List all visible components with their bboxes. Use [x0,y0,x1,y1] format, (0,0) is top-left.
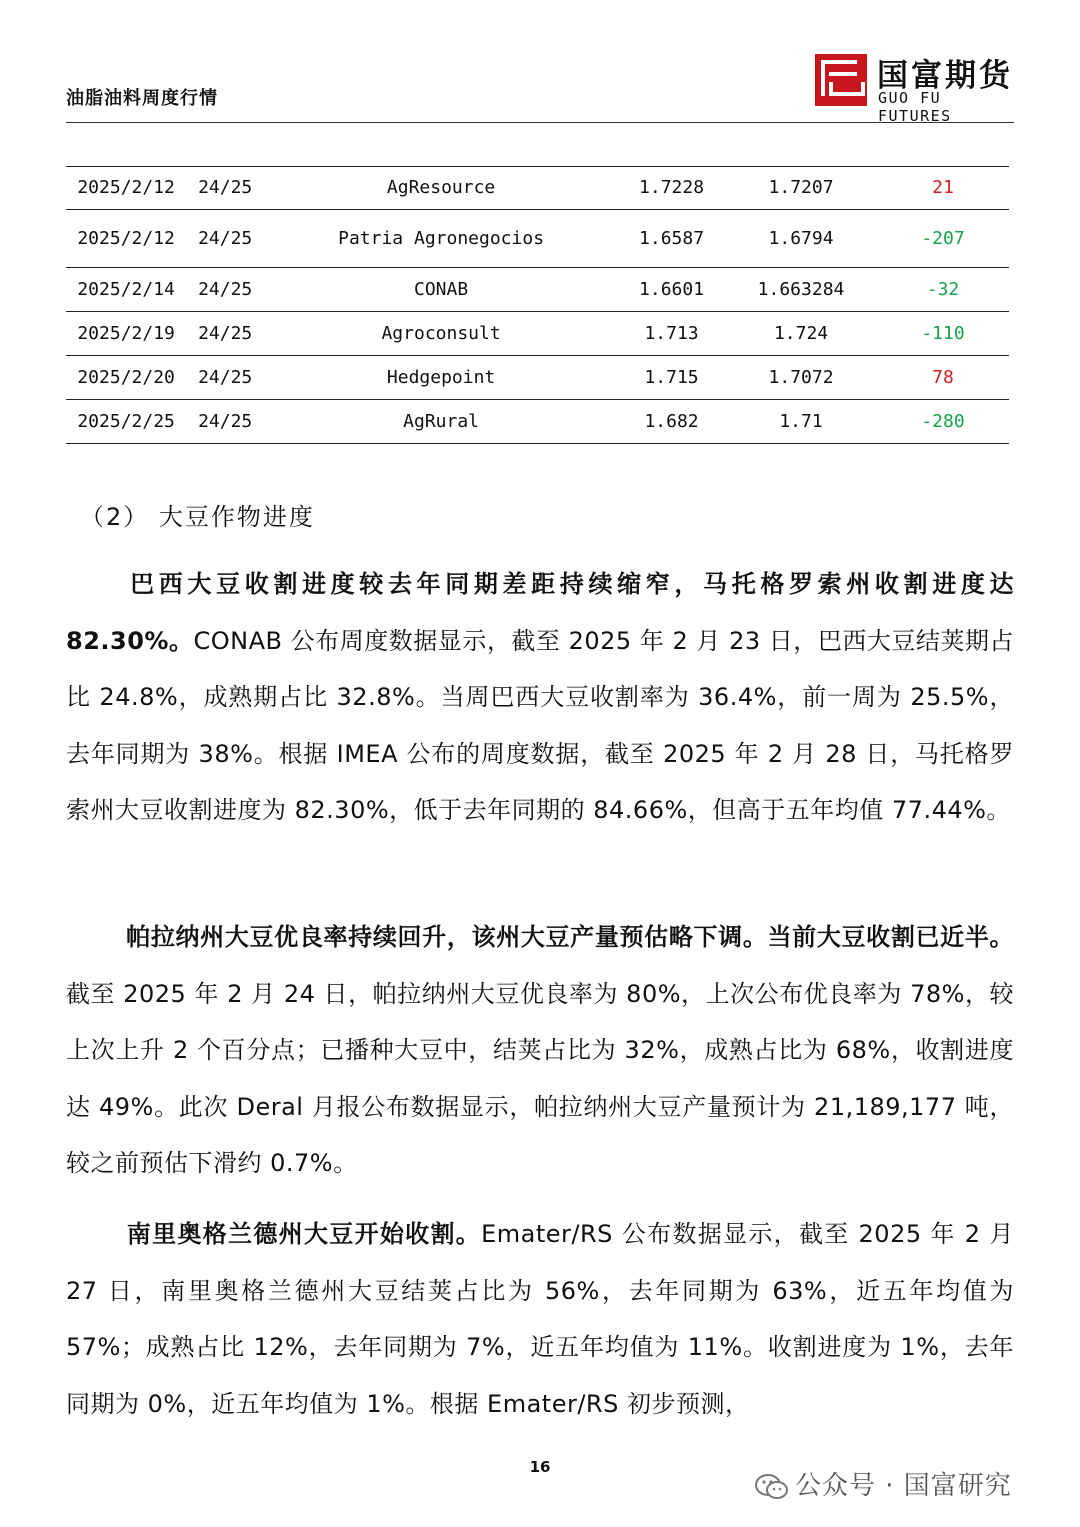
cell-new-value: 1.713 [644,322,699,344]
cell-source: Patria Agronegocios [338,227,545,249]
table-row [66,268,1009,312]
paragraph-body: CONAB 公布周度数据显示，截至 2025 年 2 月 23 日，巴西大豆结荚期占比 24.8%，成熟期占比 32.8%。当周巴西大豆收割率为 36.4%，前一周为 25.5%，去年同期为 38%。根据 IMEA 公布的周度数据，截至 2025 年 2 月 28 日，马托格罗索州大豆收割进度为 82.30%，低于去年同期的 84.66%，但高于五年均值 77.44%。 [66,626,1014,824]
cell-date: 2025/2/12 [77,177,175,198]
logo-chinese-name: 国富期货 [877,58,1013,94]
section-heading: （2） 大豆作物进度 [80,503,315,531]
wechat-icon [755,1473,789,1501]
paragraph-parana [66,909,1014,1192]
table-row [66,400,1009,444]
logo-mark-icon [815,54,867,106]
cell-new-value: 1.7228 [639,177,705,198]
cell-source: Hedgepoint [386,366,496,388]
cell-source: Agroconsult [381,322,501,344]
cell-change: -110 [921,322,965,344]
table-row [66,167,1009,210]
cell-previous-value: 1.7207 [768,177,834,198]
cell-previous-value: 1.663284 [757,278,845,300]
paragraph-body: 截至 2025 年 2 月 24 日，帕拉纳州大豆优良率为 80%，上次公布优良率为 78%，较上次上升 2 个百分点；已播种大豆中，结荚占比为 32%，成熟占比为 68%，收割进度达 49%。此次 Deral 月报公布数据显示，帕拉纳州大豆产量预计为 21,189,177 吨，较之前预估下滑约 0.7%。 [66,979,1014,1177]
cell-change: -32 [926,278,960,300]
cell-previous-value: 1.71 [779,410,823,432]
paragraph-brazil [66,556,1014,839]
cell-season: 24/25 [198,177,253,198]
cell-new-value: 1.6587 [639,227,705,249]
paragraph-rio-grande [66,1206,1014,1432]
cell-change: -280 [921,410,965,432]
cell-date: 2025/2/14 [77,278,175,300]
cell-change: 78 [932,366,954,388]
footer-brand [755,1465,1012,1502]
cell-previous-value: 1.7072 [768,366,834,388]
cell-new-value: 1.6601 [639,278,705,300]
paragraph-body: Emater/RS 公布数据显示，截至 2025 年 2 月 27 日，南里奥格兰德州大豆结荚占比为 56%，去年同期为 63%，近五年均值为 57%；成熟占比 12%，去年同期为 7%，近五年均值为 11%。收割进度为 1%，去年同期为 0%，近五年均值为 1%。根据 Emater/RS 初步预测， [66,1220,1014,1418]
cell-season: 24/25 [198,322,253,344]
table-row [66,356,1009,400]
table-row [66,312,1009,356]
cell-season: 24/25 [198,278,253,300]
cell-new-value: 1.682 [644,410,699,432]
cell-new-value: 1.715 [644,366,699,388]
footer-brand-text: 公众号 · 国富研究 [795,1471,1012,1501]
cell-source: AgRural [403,410,479,432]
cell-date: 2025/2/19 [77,322,175,344]
cell-date: 2025/2/20 [77,366,175,388]
cell-date: 2025/2/25 [77,410,175,432]
cell-change: -207 [921,227,965,249]
paragraph-lead: 南里奥格兰德州大豆开始收割。 [126,1220,482,1248]
logo-english-name: GUO FU FUTURES [878,89,952,125]
header-divider [66,122,1014,123]
page-number: 16 [529,1458,551,1476]
cell-previous-value: 1.6794 [768,227,834,249]
cell-change: 21 [932,177,954,198]
cell-season: 24/25 [198,410,253,432]
paragraph-lead: 帕拉纳州大豆优良率持续回升，该州大豆产量预估略下调。当前大豆收割已近半。 [126,923,1014,951]
company-logo [815,54,1020,125]
paragraph-lead: 巴西大豆收割进度较去年同期差距持续缩窄，马托格罗索州收割进度达 82.30%。 [66,570,1014,655]
cell-previous-value: 1.724 [773,322,829,344]
cell-source: CONAB [413,278,469,300]
forecast-table [66,166,1009,444]
table-row [66,210,1009,268]
cell-date: 2025/2/12 [77,227,175,249]
cell-source: AgResource [386,177,496,198]
cell-season: 24/25 [198,366,253,388]
report-title: 油脂油料周度行情 [66,88,218,109]
cell-season: 24/25 [198,227,253,249]
